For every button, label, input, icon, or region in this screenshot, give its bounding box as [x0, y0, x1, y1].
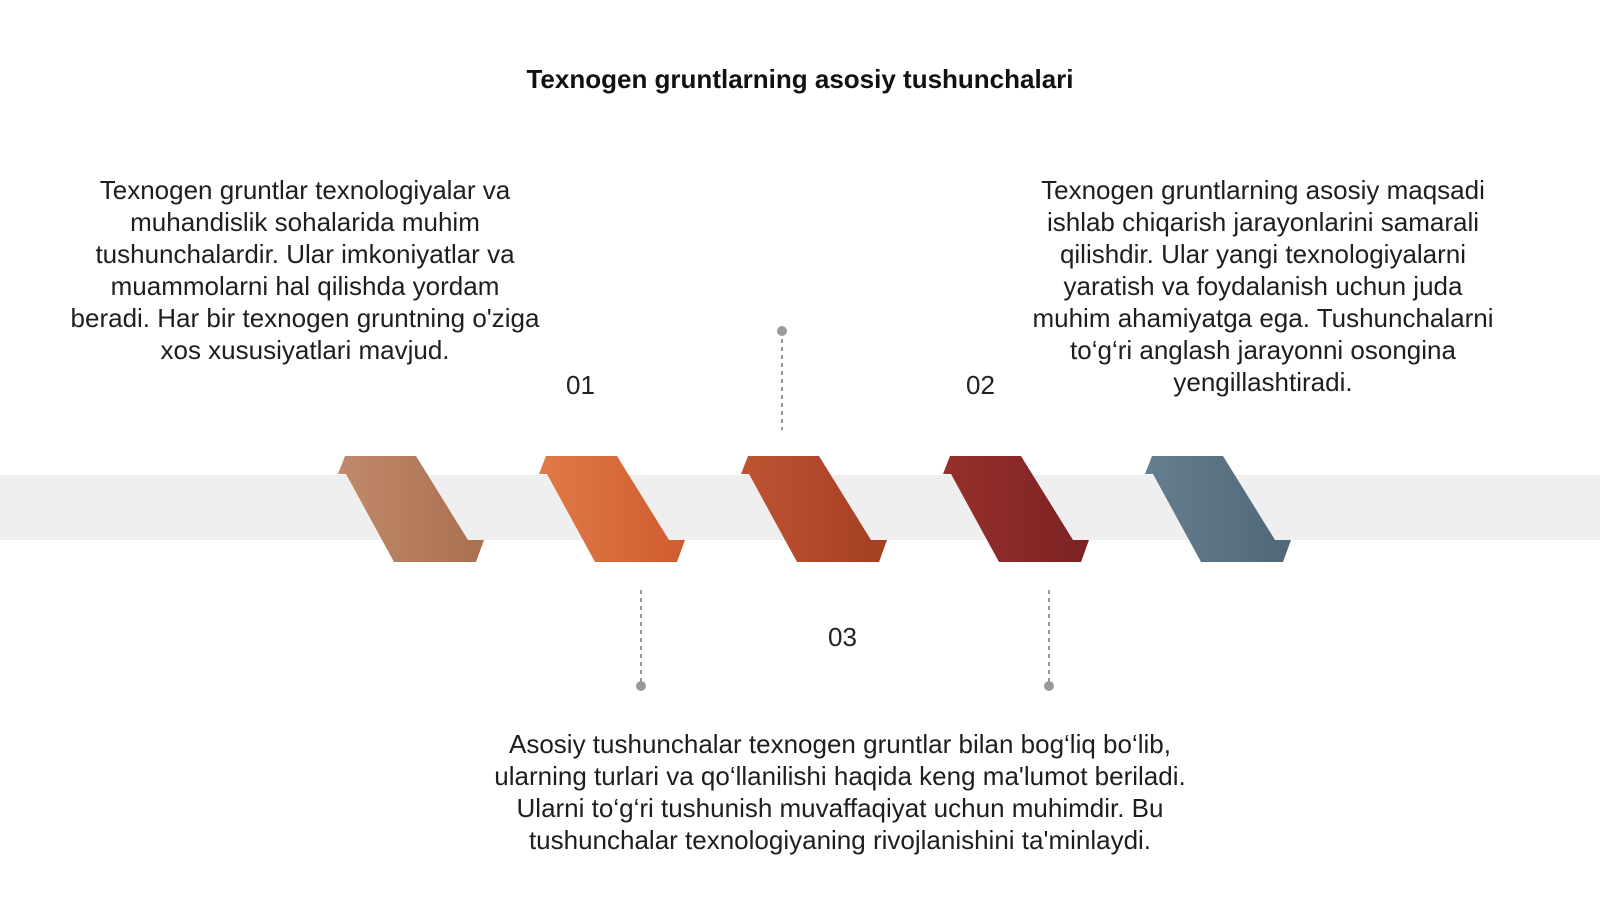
- timeline-chevron-2: [539, 456, 685, 562]
- step-1-number: 01: [566, 370, 595, 400]
- step-3-number: 03: [828, 622, 857, 652]
- step-3-description: Asosiy tushunchalar texnogen gruntlar bilan bog‘liq bo‘lib, ularning turlari va qo‘llanilishi haqida keng ma'lumot beriladi. Ularni to‘g‘ri tushunish muvaffaqiyat uchun muhimdir. Bu tushunchalar texnologiyaning rivojlanishini ta'minlaydi.: [494, 729, 1186, 855]
- timeline-chevron-1: [338, 456, 484, 562]
- step-2-number: 02: [966, 370, 995, 400]
- timeline-chevron-4: [943, 456, 1089, 562]
- connector-bottom-right: [1044, 590, 1054, 691]
- timeline-chevron-5: [1145, 456, 1291, 562]
- timeline-chevron-3: [741, 456, 887, 562]
- slide-title: Texnogen gruntlarning asosiy tushunchalari: [526, 64, 1074, 94]
- connector-top: [777, 326, 787, 430]
- step-1-description: Texnogen gruntlar texnologiyalar va muhandislik sohalarida muhim tushunchalardir. Ular imkoniyatlar va muammolarni hal qilishda yordam beradi. Har bir texnogen gruntning o'ziga xos xususiyatlari mavjud.: [70, 175, 540, 365]
- step-2-description: Texnogen gruntlarning asosiy maqsadi ishlab chiqarish jarayonlarini samarali qilishdir. Ular yangi texnologiyalarni yaratish va foydalanish uchun juda muhim ahamiyatga ega. Tushunchalarni to‘g‘ri anglash jarayonni osongina yengillashtiradi.: [1032, 175, 1494, 397]
- connector-bottom-left: [636, 590, 646, 691]
